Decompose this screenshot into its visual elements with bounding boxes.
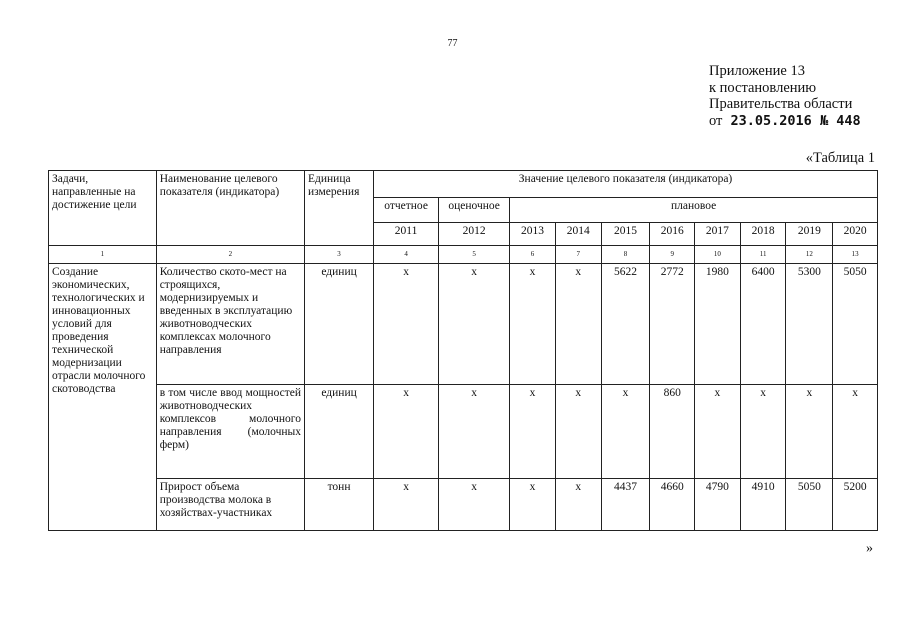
value-cell: х	[439, 479, 510, 531]
value-cell: 860	[650, 385, 695, 479]
unit-cell: единиц	[305, 264, 374, 385]
year-cell: 2016	[650, 223, 695, 246]
indicator-name: Количество ското-мест на строящихся, модернизируемых и введенных в эксплуатацию животноводческих комплексах молочного направления	[156, 264, 304, 385]
appendix-block	[709, 63, 861, 129]
value-cell: 5050	[833, 264, 878, 385]
value-cell: 4910	[740, 479, 786, 531]
value-cell: х	[555, 479, 601, 531]
date-prefix: от	[709, 112, 723, 129]
value-cell: х	[374, 479, 439, 531]
year-cell: 2011	[374, 223, 439, 246]
closing-quote: »	[866, 541, 873, 556]
resolution-date: 23.05.2016 № 448	[722, 112, 861, 129]
header-row-1	[49, 171, 878, 198]
column-number: 3	[305, 246, 374, 264]
unit-cell: единиц	[305, 385, 374, 479]
appendix-line-1: Приложение 13	[709, 63, 805, 79]
value-cell: х	[833, 385, 878, 479]
indicator-name: Прирост объема производства молока в хозяйствах-участниках	[156, 479, 304, 531]
value-cell: х	[374, 264, 439, 385]
value-cell: 5622	[601, 264, 650, 385]
value-cell: 6400	[740, 264, 786, 385]
header-reported: отчетное	[374, 198, 439, 223]
value-cell: х	[374, 385, 439, 479]
table-row	[49, 385, 878, 479]
year-cell: 2013	[510, 223, 556, 246]
value-cell: х	[510, 264, 556, 385]
column-number: 7	[555, 246, 601, 264]
page-number: 77	[447, 38, 458, 49]
appendix-line-3: Правительства области	[709, 96, 853, 112]
value-cell: 4660	[650, 479, 695, 531]
year-cell: 2020	[833, 223, 878, 246]
value-cell: х	[555, 385, 601, 479]
value-cell: 5200	[833, 479, 878, 531]
appendix-line-2: к постановлению	[709, 79, 817, 96]
value-cell: 4437	[601, 479, 650, 531]
value-cell: 5050	[786, 479, 833, 531]
task-cell: Создание экономических, технологических и инновационных условий для проведения технической модернизации отрасли молочного скотоводства	[49, 264, 157, 531]
column-number: 6	[510, 246, 556, 264]
value-cell: х	[695, 385, 741, 479]
column-number: 4	[374, 246, 439, 264]
value-cell: х	[555, 264, 601, 385]
column-number: 8	[601, 246, 650, 264]
value-cell: х	[439, 264, 510, 385]
year-cell: 2017	[695, 223, 741, 246]
value-cell: х	[510, 479, 556, 531]
table-row	[49, 264, 878, 385]
value-cell: х	[439, 385, 510, 479]
value-cell: 2772	[650, 264, 695, 385]
value-cell: х	[786, 385, 833, 479]
year-cell: 2019	[786, 223, 833, 246]
indicator-name: в том числе ввод мощностей животноводческих комплексов молочного направления (молочных ферм)	[156, 385, 304, 479]
header-value-group: Значение целевого показателя (индикатора)	[374, 171, 878, 198]
header-unit: Единица измерения	[305, 171, 374, 246]
header-indicator: Наименование целевого показателя (индикатора)	[156, 171, 304, 246]
year-cell: 2014	[555, 223, 601, 246]
column-number: 13	[833, 246, 878, 264]
column-number: 11	[740, 246, 786, 264]
header-planned: плановое	[510, 198, 878, 223]
column-number: 9	[650, 246, 695, 264]
indicator-table	[48, 170, 878, 531]
appendix-date-line	[709, 113, 861, 130]
column-number: 5	[439, 246, 510, 264]
table-row	[49, 479, 878, 531]
column-number: 12	[786, 246, 833, 264]
value-cell: х	[510, 385, 556, 479]
column-number: 10	[695, 246, 741, 264]
year-cell: 2015	[601, 223, 650, 246]
value-cell: х	[740, 385, 786, 479]
column-number: 2	[156, 246, 304, 264]
header-tasks: Задачи, направленные на достижение цели	[49, 171, 157, 246]
column-number-row	[49, 246, 878, 264]
value-cell: 1980	[695, 264, 741, 385]
value-cell: 5300	[786, 264, 833, 385]
header-estimated: оценочное	[439, 198, 510, 223]
table-label: «Таблица 1	[805, 150, 875, 166]
year-cell: 2012	[439, 223, 510, 246]
year-cell: 2018	[740, 223, 786, 246]
value-cell: 4790	[695, 479, 741, 531]
column-number: 1	[49, 246, 157, 264]
value-cell: х	[601, 385, 650, 479]
unit-cell: тонн	[305, 479, 374, 531]
